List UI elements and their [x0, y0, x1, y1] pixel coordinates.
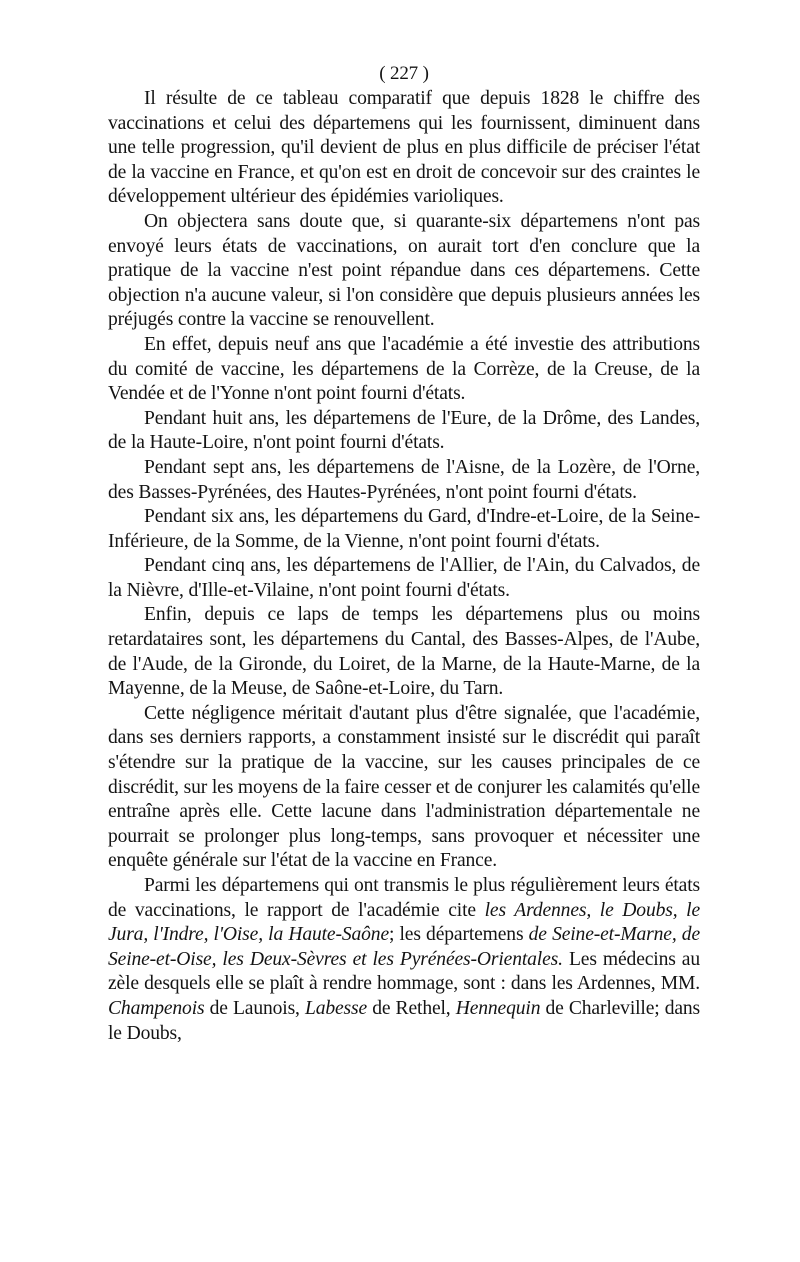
paragraph-p6 — [108, 505, 700, 554]
italic-text-segment: Hennequin — [455, 997, 541, 1019]
paragraph-p5 — [108, 456, 700, 505]
text-segment: ; les départemens — [389, 924, 529, 946]
italic-text-segment: Labesse — [304, 997, 368, 1019]
text-segment: de Rethel, — [367, 997, 456, 1019]
paragraph-p1 — [108, 87, 700, 210]
text-segment: Il résulte de ce tableau comparatif que depuis 1828 le chiffre des vaccinations et celui des départemens qui les fournissent, diminuent dans une telle progression, qu'il devient de plus en plus difficile de préciser l'état de la vaccine en France, et qu'on est en droit de concevoir sur des craintes le développement ultérieur des épidémies varioliques. — [108, 88, 700, 208]
text-segment: Pendant cinq ans, les départemens de l'Allier, de l'Ain, du Calvados, de la Nièvre, d'Ille-et-Vilaine, n'ont point fourni d'états. — [108, 555, 700, 601]
text-segment: Pendant huit ans, les départemens de l'Eure, de la Drôme, des Landes, de la Haute-Loire, n'ont point fourni d'états. — [108, 407, 700, 454]
book-page — [108, 62, 700, 1046]
paragraph-p4 — [108, 407, 700, 456]
text-segment: Cette négligence méritait d'autant plus d'être signalée, que l'académie, dans ses derniers rapports, a constamment insisté sur le discrédit qui paraît s'étendre sur la pratique de la vaccine, sur les causes principales de ce discrédit, sur les moyens de la faire cesser et de conjurer les calamités qu'elle entraîne après elle. Cette lacune dans l'administration départementale ne pourrait se prolonger plus long-temps, sans provoquer et nécessiter une enquête générale sur l'état de la vaccine en France. — [108, 702, 701, 872]
text-segment: de Charleville; dans le Doubs, — [108, 997, 701, 1044]
text-segment: En effet, depuis neuf ans que l'académie a été investie des attributions du comité de vaccine, les départemens de la Corrèze, de la Creuse, de la Vendée et de l'Yonne n'ont point fourni d'états. — [108, 333, 700, 405]
paragraph-p9 — [108, 702, 700, 874]
text-segment: Les médecins au zèle desquels elle se plaît à rendre hommage, sont : dans les Ardennes, MM. — [108, 948, 700, 995]
text-segment: On objectera sans doute que, si quarante-six départemens n'ont pas envoyé leurs états de vaccinations, on aurait tort d'en conclure que la pratique de la vaccine n'est point répandue dans ces départemens. Cette objection n'a aucune valeur, si l'on considère que depuis plusieurs années les préjugés contre la vaccine se renouvellent. — [108, 210, 700, 331]
body-text — [108, 87, 700, 1046]
text-segment: Pendant six ans, les départemens du Gard, d'Indre-et-Loire, de la Seine-Inférieure, de la Somme, de la Vienne, n'ont point fourni d'états. — [108, 506, 700, 552]
paragraph-p10 — [108, 874, 700, 1046]
paragraph-p3 — [108, 333, 700, 407]
text-segment: Parmi les départemens qui ont transmis le plus régulièrement leurs états de vaccinations, le rapport de l'académie cite — [108, 875, 700, 921]
paragraph-p8 — [108, 603, 700, 701]
italic-text-segment: Champenois — [108, 997, 205, 1019]
text-segment: Enfin, depuis ce laps de temps les départemens plus ou moins retardataires sont, les départemens du Cantal, des Basses-Alpes, de l'Aube, de l'Aude, de la Gironde, du Loiret, de la Marne, de la Haute-Marne, de la Mayenne, de la Meuse, de Saône-et-Loire, du Tarn. — [108, 604, 700, 700]
text-segment: Pendant sept ans, les départemens de l'Aisne, de la Lozère, de l'Orne, des Basses-Pyrénées, des Hautes-Pyrénées, n'ont point fourni d'états. — [108, 456, 700, 503]
text-segment: de Launois, — [204, 997, 305, 1019]
page-number: ( 227 ) — [379, 63, 429, 84]
paragraph-p2 — [108, 210, 700, 333]
italic-text-segment: les Ardennes, le Doubs, le Jura, l'Indre, l'Oise, la Haute-Saône — [108, 899, 701, 946]
italic-text-segment: de Seine-et-Marne, de Seine-et-Oise, les Deux-Sèvres et les Pyrénées-Orientales. — [108, 924, 700, 970]
paragraph-p7 — [108, 554, 700, 603]
